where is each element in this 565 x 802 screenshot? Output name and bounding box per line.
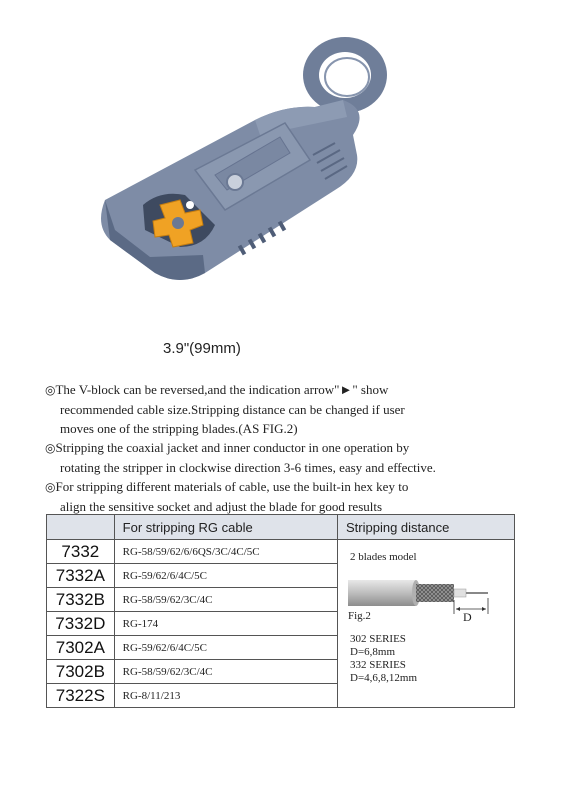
model-cell: 7322S [47,684,115,708]
note-3-line-2: align the sensitive socket and adjust the blade for good results [60,499,383,514]
cable-cell: RG-58/59/62/3C/4C [114,588,337,612]
header-model [47,515,115,540]
note-2-line-1: ◎Stripping the coaxial jacket and inner conductor in one operation by [45,440,410,455]
note-2-line-2: rotating the stripper in clockwise direction 3-6 times, easy and effective. [60,460,436,475]
cable-stripper-illustration [85,25,405,295]
series-line-1: 302 SERIES [350,633,406,645]
spec-table [46,514,515,708]
bullet-icon: ◎ [45,441,56,455]
bullet-icon: ◎ [45,383,56,397]
header-cable: For stripping RG cable [114,515,337,540]
table-header-row [47,515,515,540]
model-cell: 7332A [47,564,115,588]
model-cell: 7302B [47,660,115,684]
cable-cell: RG-59/62/6/4C/5C [114,564,337,588]
bullet-icon: ◎ [45,480,56,494]
note-1-line-1: ◎The V-block can be reversed,and the indication arrow"►" show [45,382,389,397]
header-distance: Stripping distance [338,515,515,540]
cable-cell: RG-58/59/62/3C/4C [114,660,337,684]
cable-cell: RG-8/11/213 [114,684,337,708]
model-cell: 7332 [47,540,115,564]
feature-notes [45,380,545,516]
adjustment-screw [227,174,243,190]
note-3-line-1: ◎For stripping different materials of cable, use the built-in hex key to [45,479,409,494]
fig-label: Fig.2 [348,610,371,622]
note-1-line-3: moves one of the stripping blades.(AS FIG.2) [60,421,298,436]
blades-model-label: 2 blades model [350,551,417,563]
table-row [47,540,515,564]
model-cell: 7302A [47,636,115,660]
size-caption: 3.9"(99mm) [163,340,241,357]
cable-cell: RG-58/59/62/6/6QS/3C/4C/5C [114,540,337,564]
cable-diagram [348,576,508,616]
model-cell: 7332D [47,612,115,636]
dimension-label: D [463,610,472,624]
distance-cell [338,540,515,708]
note-1-line-2: recommended cable size.Stripping distance can be changed if user [60,402,405,417]
cable-cell: RG-174 [114,612,337,636]
series-line-3: 332 SERIES [350,659,406,671]
model-cell: 7332B [47,588,115,612]
cable-cell: RG-59/62/6/4C/5C [114,636,337,660]
series-line-2: D=6,8mm [350,646,396,658]
series-line-4: D=4,6,8,12mm [350,672,418,684]
